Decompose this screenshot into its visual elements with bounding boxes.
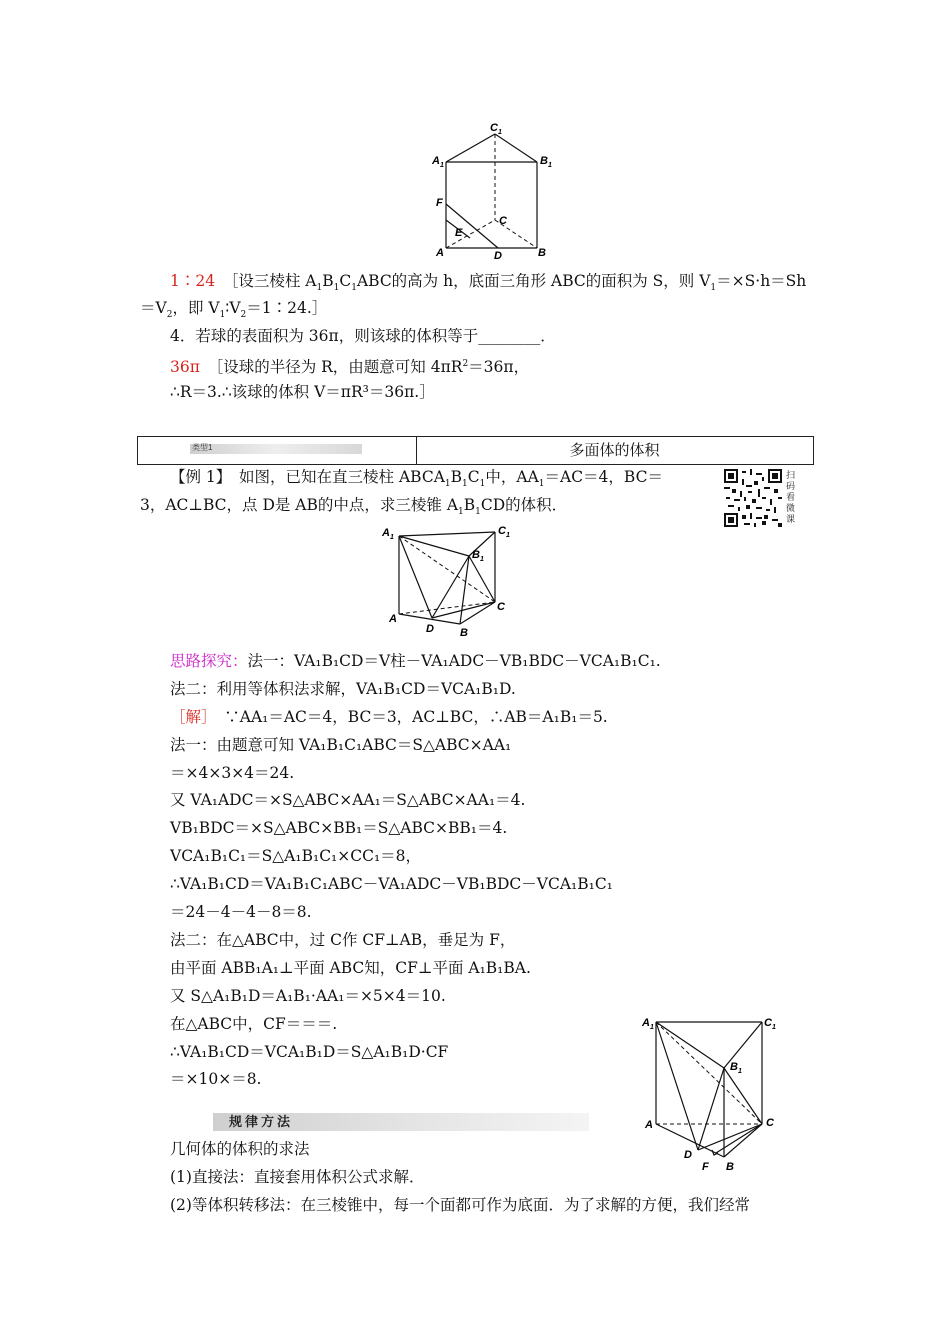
svg-text:B: B (726, 1161, 734, 1173)
type-title: 多面体的体积 (569, 441, 660, 459)
example-1-line-1: 【例 1】 如图，已知在直三棱柱 $ABCA_1B_1C_1$中，$AA_1=AC=4$，BC＝ (170, 468, 663, 490)
qr-caption: 扫 码 看 微 课 (786, 470, 796, 524)
svg-text:C: C (766, 1117, 774, 1129)
svg-text:F: F (702, 1161, 709, 1173)
type-tag-strip (190, 444, 362, 454)
type-header (137, 436, 814, 465)
solution-s11: 在△ABC中，CF＝＝＝. (170, 1015, 338, 1033)
question-4: 4．若球的表面积为 36π，则该球的体积等于________． (170, 327, 556, 345)
svg-text:A: A (645, 1119, 653, 1131)
svg-text:A: A (389, 613, 397, 625)
svg-text:A1: $A_1$ (432, 155, 444, 169)
example-1-line-2: 3，AC⊥BC，点 D是 AB的中点，求三棱锥 $A_1B_1CD$的体积． (140, 496, 568, 518)
method-label: 规律方法 (229, 1114, 294, 1129)
svg-text:B1: $B_1$ (540, 155, 552, 169)
method-p2: (2)等体积转移法：在三棱锥中，每一个面都可作为底面．为了求解的方便，我们经常 (170, 1196, 750, 1214)
solution-s10: 又 S△A₁B₁D＝A₁B₁·AA₁＝×5×4＝10. (170, 987, 446, 1005)
solution-s5: VCA₁B₁C₁＝S△A₁B₁C₁×CC₁＝8， (170, 847, 422, 865)
method-p1: (1)直接法：直接套用体积公式求解． (170, 1168, 425, 1186)
qr-code[interactable] (724, 469, 782, 527)
svg-text:D: D (684, 1149, 692, 1161)
svg-text:F: F (436, 197, 443, 209)
prism-figure-1 (430, 120, 560, 260)
svg-text:C: C (497, 601, 505, 613)
svg-text:B: B (460, 627, 468, 639)
solution-s1: 法一：由题意可知 VA₁B₁C₁ABC＝S△ABC×AA₁ (170, 736, 512, 754)
svg-text:C1: $C_1$ (498, 525, 510, 539)
type-tag-cell (138, 437, 417, 464)
solution-s6: ∴VA₁B₁CD＝VA₁B₁C₁ABC－VA₁ADC－VB₁BDC－VCA₁B₁C₁ (170, 875, 613, 893)
prism-figure-3 (640, 1012, 790, 1177)
svg-text:B1: $B_1$ (730, 1061, 742, 1075)
solution-m2: 法二：利用等体积法求解，VA₁B₁CD＝VCA₁B₁D. (170, 680, 516, 698)
svg-text:E: E (455, 227, 463, 239)
solution-s7: ＝24－4－4－8＝8. (170, 903, 312, 921)
answer-4-line-2: ∴R＝3.∴该球的体积 V＝πR³＝36π.］ (170, 383, 435, 401)
solution-s2: ＝×4×3×4＝24. (170, 764, 295, 782)
answer-3-line-1: 1∶24 ［设三棱柱 $A_1B_1C_1ABC$的高为 h，底面三角形 ABC的面积为 S，则 $V_1=\times S\cdot h=Sh$ (170, 272, 807, 294)
svg-text:A: A (436, 247, 444, 259)
think-line: 思路探究：法一：VA₁B₁CD＝V柱－VA₁ADC－VB₁BDC－VCA₁B₁C₁. (170, 652, 661, 670)
solution-s9: 由平面 ABB₁A₁⊥平面 ABC知，CF⊥平面 A₁B₁BA. (170, 959, 531, 977)
method-title: 几何体的体积的求法 (170, 1140, 310, 1158)
jie-label: ［解］ (170, 708, 209, 726)
prism-figure-2 (380, 524, 510, 644)
svg-text:B: B (538, 247, 546, 259)
solution-s12: ∴VA₁B₁CD＝VCA₁B₁D＝S△A₁B₁D·CF (170, 1043, 449, 1061)
think-label: 思路探究： (170, 652, 248, 670)
svg-text:C1: $C_1$ (490, 122, 502, 136)
solution-s3: 又 VA₁ADC＝×S△ABC×AA₁＝S△ABC×AA₁＝4. (170, 791, 526, 809)
label-c1: C (490, 122, 498, 134)
svg-text:A1: $A_1$ (642, 1017, 654, 1031)
svg-text:D: D (426, 623, 434, 635)
svg-text:C: C (499, 215, 507, 227)
svg-text:A1: $A_1$ (382, 527, 394, 541)
svg-text:B1: $B_1$ (472, 549, 484, 563)
answer-4-line-1: 36π ［设球的半径为 R，由题意可知 $4\pi R^2=36\pi$， (170, 358, 530, 377)
solution-s4: VB₁BDC＝×S△ABC×BB₁＝S△ABC×BB₁＝4. (170, 819, 508, 837)
solution-jie: ［解］ ∵AA₁＝AC＝4，BC＝3，AC⊥BC，∴AB＝A₁B₁＝5. (170, 708, 608, 726)
type-tag: 类型1 (192, 443, 213, 452)
answer-3-line-2: $=V_2$，即 $V_1∶V_2=1∶24.]$ (140, 299, 328, 321)
svg-text:D: D (494, 250, 502, 262)
solution-s8: 法二：在△ABC中，过 C作 CF⊥AB，垂足为 F， (170, 931, 516, 949)
svg-text:C1: $C_1$ (764, 1017, 776, 1031)
solution-s13: ＝×10×＝8. (170, 1070, 262, 1088)
method-banner (213, 1113, 589, 1131)
